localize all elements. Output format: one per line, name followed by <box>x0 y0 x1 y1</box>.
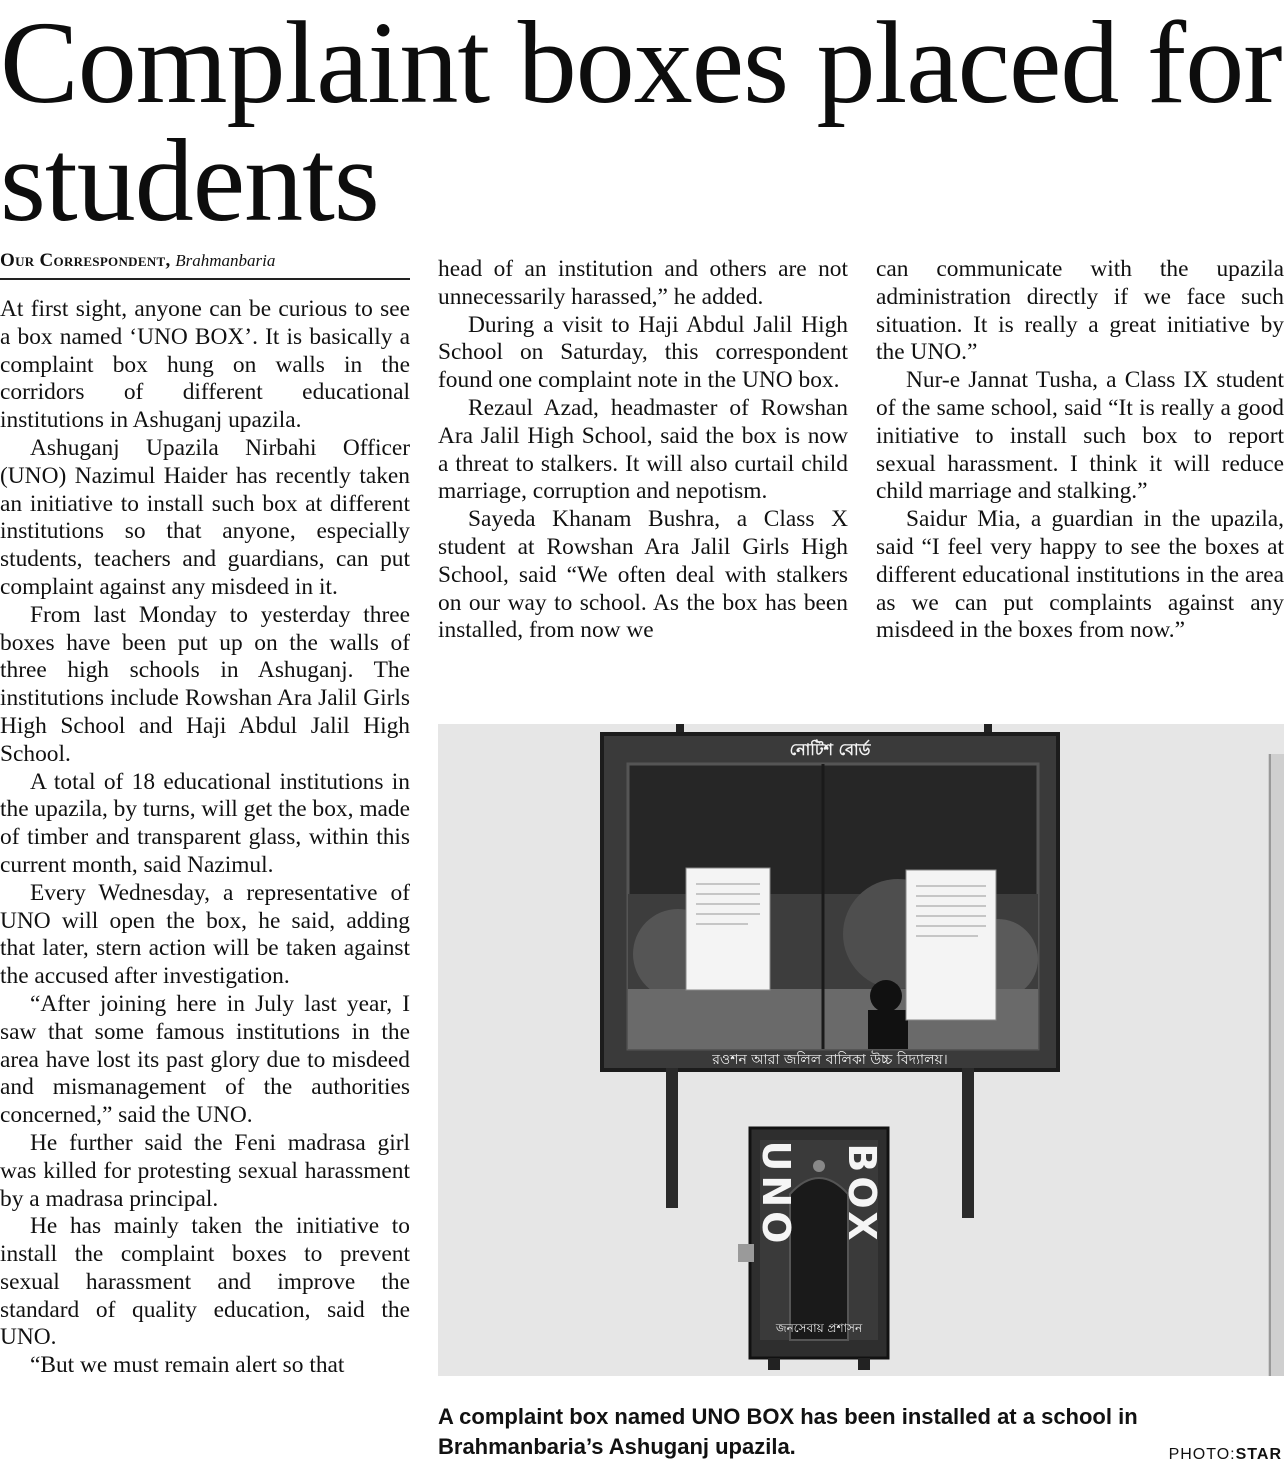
article-column-3 <box>876 256 1284 702</box>
paragraph: He has mainly taken the initiative to install the complaint boxes to prevent sexual harassment and improve the standard of quality education, said the UNO. <box>0 1213 410 1351</box>
article-column-1 <box>0 296 410 1471</box>
paragraph: During a visit to Haji Abdul Jalil High School on Saturday, this correspondent found one complaint note in the UNO box. <box>438 311 848 394</box>
news-photo <box>438 724 1284 1376</box>
bracket <box>962 1068 974 1218</box>
paragraph: Ashuganj Upazila Nirbahi Officer (UNO) Nazimul Haider has recently taken an initiative to install such box at different institutions so that anyone, especially students, teachers and guardians, can put complaint against any misdeed in it. <box>0 434 410 600</box>
box-label-right: BOX <box>840 1143 884 1245</box>
byline-correspondent: Our Correspondent, <box>0 250 171 271</box>
bracket <box>666 1068 678 1208</box>
byline-location: Brahmanbaria <box>175 251 276 270</box>
paragraph: “But we must remain alert so that <box>30 1352 345 1379</box>
paragraph: head of an institution and others are not unnecessarily harassed,” he added. <box>438 256 848 310</box>
padlock <box>738 1244 754 1262</box>
photo-caption: A complaint box named UNO BOX has been installed at a school in Brahmanbaria’s Ashuganj upazila. <box>438 1404 1138 1459</box>
paragraph: From last Monday to yesterday three boxes have been put up on the walls of three high schools in Ashuganj. The institutions include Rowshan Ara Jalil Girls High School and Haji Abdul Jalil High School. <box>0 601 410 767</box>
box-label-left: UNO <box>754 1140 798 1248</box>
notice-paper <box>686 868 770 990</box>
board-school-name: রওশন আরা জলিল বালিকা উচ্চ বিদ্যালয়। <box>712 1052 948 1068</box>
uno-box <box>738 1128 888 1370</box>
paragraph: Nur-e Jannat Tusha, a Class IX student of the same school, said “It is really a good initiative to install such box to report sexual harassment. I think it will reduce child marriage and stalking.” <box>876 367 1284 505</box>
headline: Complaint boxes placed for students <box>0 0 1282 246</box>
photo-credit <box>1169 1446 1282 1464</box>
article-column-2 <box>438 256 848 702</box>
paragraph: Every Wednesday, a representative of UNO will open the box, he said, adding that later, stern action will be taken against the accused after investigation. <box>0 879 410 990</box>
board-sign: নোটিশ বোর্ড <box>789 740 871 759</box>
paragraph: A total of 18 educational institutions in the upazila, by turns, will get the box, made of timber and transparent glass, within this current month, said Nazimul. <box>0 768 410 878</box>
byline <box>0 248 410 280</box>
notice-paper <box>906 870 996 1020</box>
paragraph: Rezaul Azad, headmaster of Rowshan Ara Jalil High School, said the box is now a threat to stalkers. It will also curtail child marriage, corruption and nepotism. <box>438 394 848 505</box>
paragraph: “After joining here in July last year, I saw that some famous institutions in the area have lost its past glory due to misdeed and mismanagement of the authorities concerned,” said the UNO. <box>0 990 410 1129</box>
paragraph: He further said the Feni madrasa girl was killed for protesting sexual harassment by a madrasa principal. <box>0 1129 410 1212</box>
notice-board <box>602 734 1058 1070</box>
box-bottom-label: জনসেবায় প্রশাসন <box>775 1321 863 1335</box>
paragraph: At first sight, anyone can be curious to see a box named ‘UNO BOX’. It is basically a complaint box hung on walls in the corridors of different educational institutions in Ashuganj upazila. <box>0 296 410 434</box>
paragraph: can communicate with the upazila administration directly if we face such situation. It is really a great initiative by the UNO.” <box>876 256 1284 366</box>
credit-label: PHOTO: <box>1168 1446 1236 1463</box>
credit-source: STAR <box>1235 1446 1282 1463</box>
paragraph: Saidur Mia, a guardian in the upazila, said “I feel very happy to see the boxes at different educational institutions in the area as we can put complaints against any misdeed in the boxes from now.” <box>876 506 1284 644</box>
paragraph: Sayeda Khanam Bushra, a Class X student at Rowshan Ara Jalil Girls High School, said “We often deal with stalkers on our way to school. As the box has been installed, from now we <box>438 506 848 644</box>
